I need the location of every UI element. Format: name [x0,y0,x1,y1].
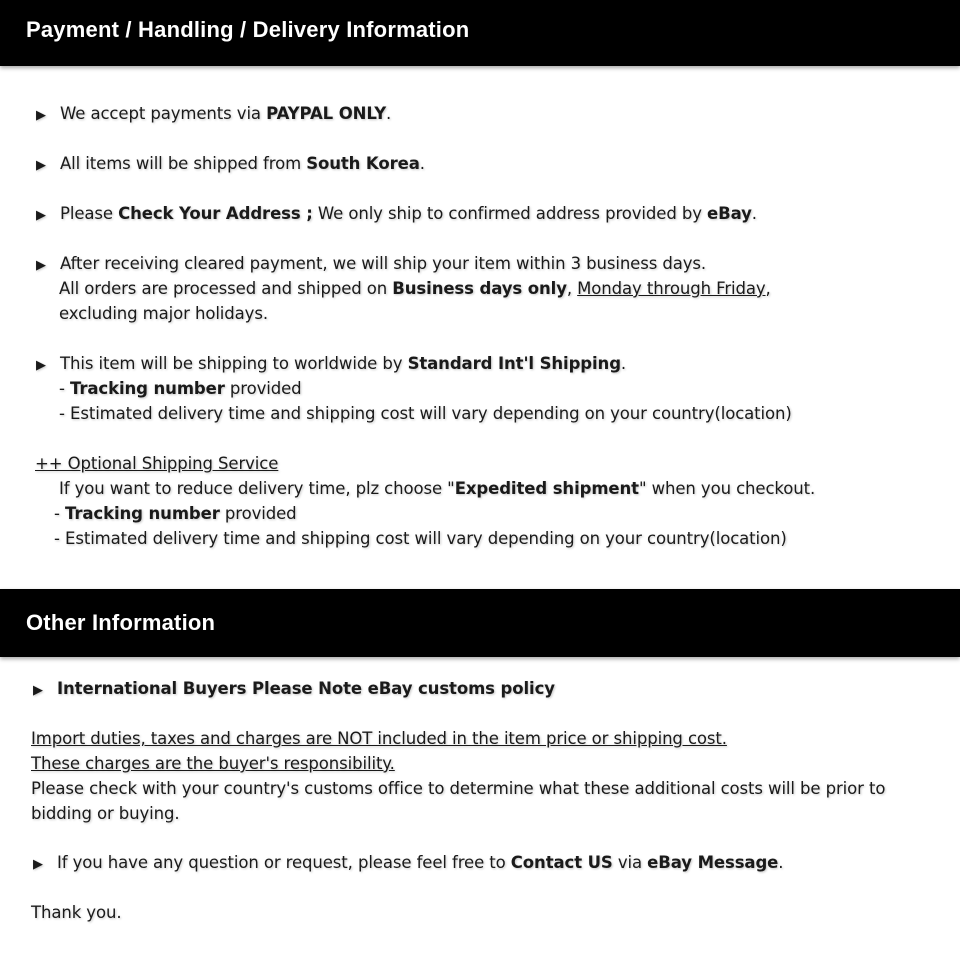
triangle-right-icon: ▶ [36,208,46,223]
info-line-customs-note: ▶ International Buyers Please Note eBay customs policy [33,676,555,703]
optional-shipping-estimate: - Estimated delivery time and shipping cost will vary depending on your country(location) [54,529,787,548]
info-line-shipped-from: ▶ All items will be shipped from South Korea. [36,151,425,178]
optional-shipping-heading: ++ Optional Shipping Service [35,454,279,473]
optional-shipping-line: If you want to reduce delivery time, plz choose "Expedited shipment" when you checkout. [59,479,816,498]
info-line-standard-estimate: - Estimated delivery time and shipping cost will vary depending on your country(location) [59,404,792,423]
triangle-right-icon: ▶ [36,158,46,173]
triangle-right-icon: ▶ [36,258,46,273]
buyer-responsibility-line: These charges are the buyer's responsibility. [31,754,395,773]
optional-shipping-tracking: - Tracking number provided [54,504,297,523]
thank-you-line: Thank you. [31,903,122,922]
info-line-payment: ▶ We accept payments via PAYPAL ONLY. [36,101,391,128]
header-bar-payment [0,0,960,66]
info-line-address: ▶ Please Check Your Address ; We only ship to confirmed address provided by eBay. [36,201,757,228]
info-line-contact: ▶ If you have any question or request, please feel free to Contact US via eBay Message. [33,850,783,877]
header-bar-other [0,589,960,657]
triangle-right-icon: ▶ [33,683,43,698]
info-line-handling-days: All orders are processed and shipped on Business days only, Monday through Friday, [59,279,771,298]
customs-office-line: Please check with your country's customs office to determine what these additional costs will be prior to [31,779,886,798]
customs-office-line-2: bidding or buying. [31,804,180,823]
import-duties-line: Import duties, taxes and charges are NOT included in the item price or shipping cost. [31,729,727,748]
info-line-standard-shipping: ▶ This item will be shipping to worldwide by Standard Int'l Shipping. [36,351,626,378]
info-line-handling-holidays: excluding major holidays. [59,304,268,323]
info-line-handling: ▶ After receiving cleared payment, we will ship your item within 3 business days. [36,251,706,278]
triangle-right-icon: ▶ [36,358,46,373]
triangle-right-icon: ▶ [33,857,43,872]
section-title-other: Other Information [26,610,216,635]
section-title-payment: Payment / Handling / Delivery Information [26,17,470,42]
info-line-standard-tracking: - Tracking number provided [59,379,302,398]
triangle-right-icon: ▶ [36,108,46,123]
